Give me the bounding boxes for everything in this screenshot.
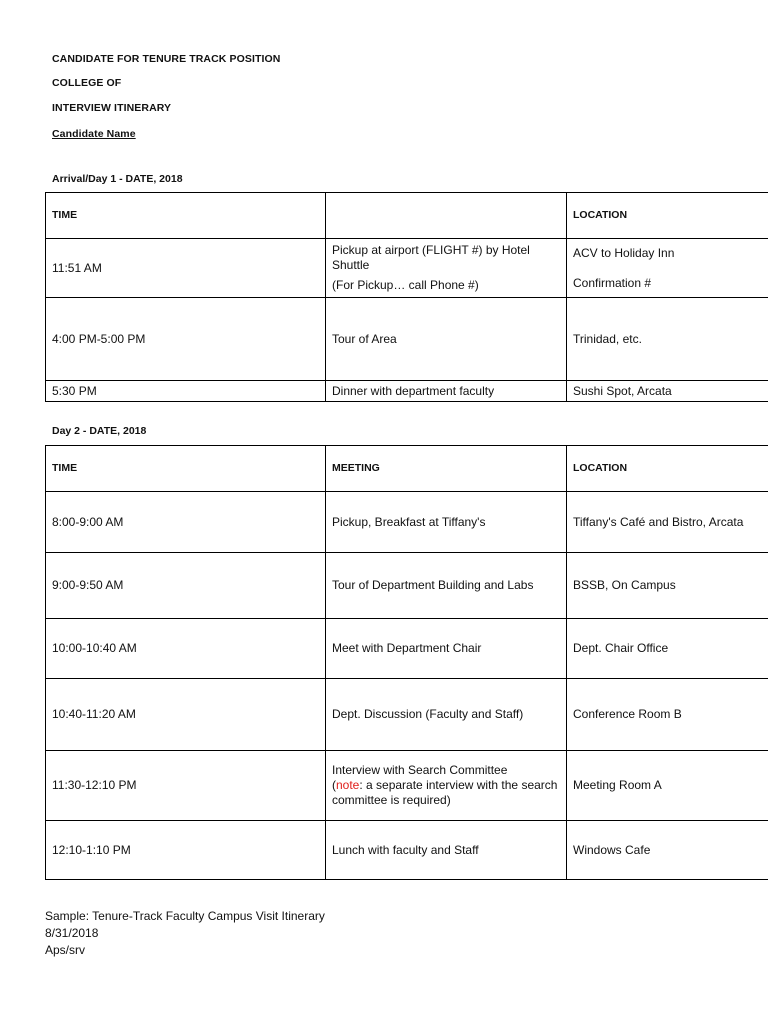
table-row: [46, 619, 768, 679]
time-cell: 9:00-9:50 AM: [46, 553, 326, 619]
activity-cell: Dinner with department faculty: [326, 381, 567, 402]
table-header-row: [46, 193, 768, 239]
location-cell: Sushi Spot, Arcata: [567, 381, 768, 402]
activity-text: Pickup at airport (FLIGHT #) by Hotel Shuttle: [332, 243, 530, 272]
time-cell: 11:51 AM: [46, 239, 326, 298]
header-cell-time: TIME: [46, 446, 326, 492]
table-row: [46, 381, 768, 402]
header-cell-location: LOCATION: [567, 193, 768, 239]
table-row: [46, 298, 768, 381]
table-row: [46, 821, 768, 880]
location-cell: Conference Room B: [567, 679, 768, 751]
activity-text: Interview with Search Committee: [332, 763, 508, 777]
activity-cell: [326, 239, 567, 298]
table-row: [46, 492, 768, 553]
time-cell: 4:00 PM-5:00 PM: [46, 298, 326, 381]
time-cell: 10:40-11:20 AM: [46, 679, 326, 751]
time-cell: 10:00-10:40 AM: [46, 619, 326, 679]
location-cell: Trinidad, etc.: [567, 298, 768, 381]
activity-cell: Tour of Area: [326, 298, 567, 381]
time-cell: 5:30 PM: [46, 381, 326, 402]
footer-initials: Aps/srv: [45, 943, 86, 957]
header-cell-activity: [326, 193, 567, 239]
table-row: [46, 751, 768, 821]
activity-note: [332, 778, 560, 808]
activity-subtext: (For Pickup… call Phone #): [332, 278, 479, 292]
location-cell: Tiffany's Café and Bistro, Arcata: [567, 492, 768, 553]
day2-table: [45, 445, 768, 880]
location-cell: [567, 239, 768, 298]
day1-table: [45, 192, 768, 402]
table-header-row: [46, 446, 768, 492]
location-cell: BSSB, On Campus: [567, 553, 768, 619]
header-cell-time: TIME: [46, 193, 326, 239]
location-cell: Dept. Chair Office: [567, 619, 768, 679]
activity-cell: Dept. Discussion (Faculty and Staff): [326, 679, 567, 751]
header-college: COLLEGE OF: [52, 77, 122, 89]
activity-cell: [326, 751, 567, 821]
footer-date: 8/31/2018: [45, 926, 99, 940]
note-text: : a separate interview with the search committee is required): [332, 778, 558, 807]
day2-title: Day 2 - DATE, 2018: [52, 425, 147, 437]
activity-cell: Lunch with faculty and Staff: [326, 821, 567, 880]
activity-cell: Pickup, Breakfast at Tiffany's: [326, 492, 567, 553]
activity-cell: Meet with Department Chair: [326, 619, 567, 679]
time-cell: 11:30-12:10 PM: [46, 751, 326, 821]
table-row: [46, 679, 768, 751]
note-label: note: [336, 778, 360, 792]
candidate-name: Candidate Name: [52, 128, 136, 140]
header-position-title: CANDIDATE FOR TENURE TRACK POSITION: [52, 53, 281, 65]
location-cell: Windows Cafe: [567, 821, 768, 880]
table-row: [46, 553, 768, 619]
header-cell-location: LOCATION: [567, 446, 768, 492]
location-text: ACV to Holiday Inn: [573, 245, 675, 260]
header-itinerary: INTERVIEW ITINERARY: [52, 102, 172, 114]
day1-title: Arrival/Day 1 - DATE, 2018: [52, 173, 183, 185]
time-cell: 12:10-1:10 PM: [46, 821, 326, 880]
location-subtext: Confirmation #: [573, 275, 652, 290]
time-cell: 8:00-9:00 AM: [46, 492, 326, 553]
footer-sample-title: Sample: Tenure-Track Faculty Campus Visit Itinerary: [45, 909, 325, 923]
header-cell-meeting: MEETING: [326, 446, 567, 492]
table-row: [46, 239, 768, 298]
note-open: (: [332, 778, 336, 792]
location-cell: Meeting Room A: [567, 751, 768, 821]
activity-cell: Tour of Department Building and Labs: [326, 553, 567, 619]
